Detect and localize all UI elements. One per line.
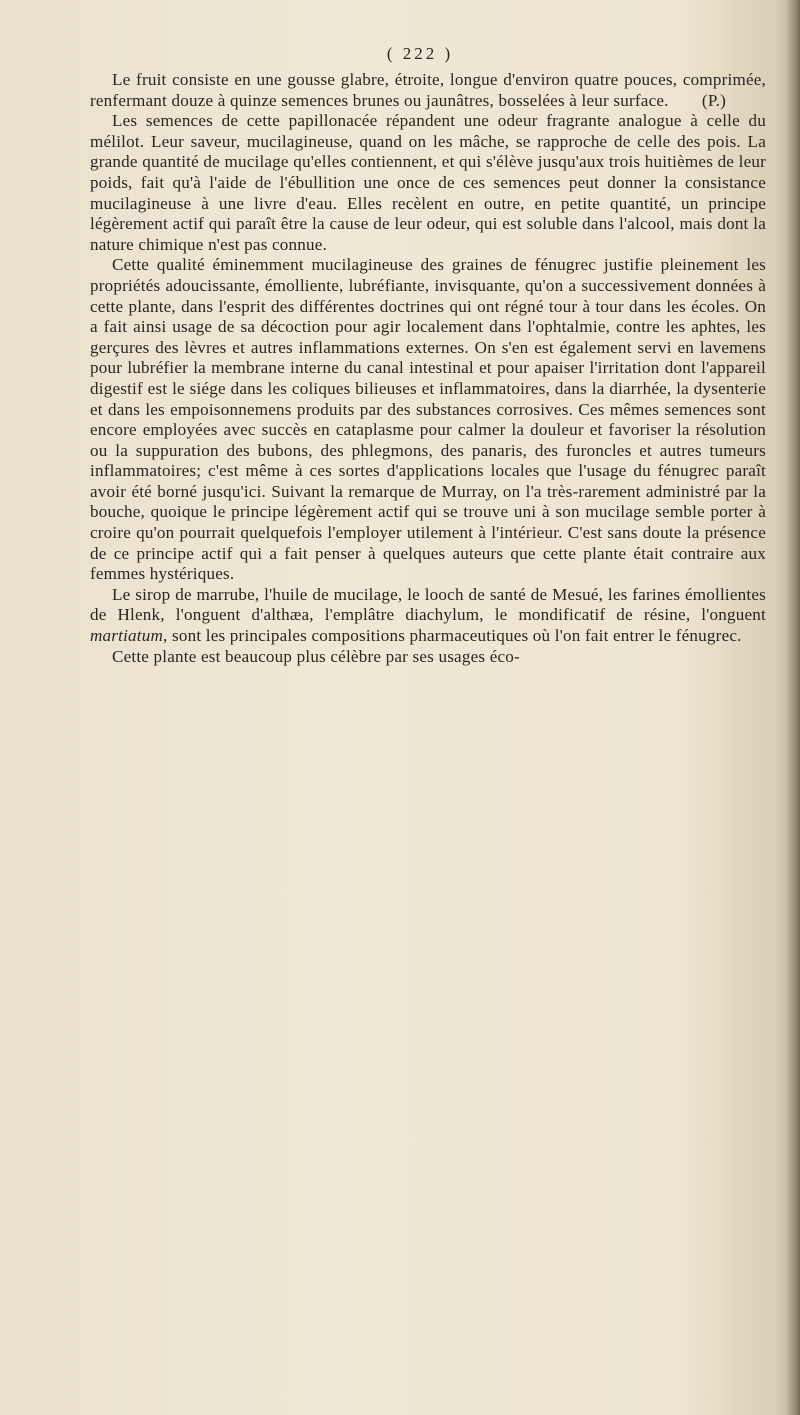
author-signature: (P.) [701,90,726,110]
paragraph-fruit-text: Le fruit consiste en une gousse glabre, étroite, longue d'environ quatre pouces, comprimée, renfermant douze à quinze semences brunes ou jaunâtres, bosselées à leur surface. [90,70,766,110]
paragraph-compositions [90,585,766,647]
paragraph-qualite: Cette qualité éminemment mucilagineuse des graines de fénugrec justifie pleinement les propriétés adoucissante, émolliente, lubréfiante, invisquante, qu'on a successivement données à cette plante, dans l'esprit des différentes doctrines qui ont régné tour à tour dans les écoles. On a fait ainsi usage de sa décoction pour agir localement dans l'ophtalmie, contre les aphtes, les gerçures des lèvres et autres inflammations externes. On s'en est également servi en lavemens pour lubréfier la membrane interne du canal intestinal et pour apaiser l'irritation dont l'appareil digestif est le siége dans les coliques bilieuses et inflammatoires, dans la diarrhée, la dysenterie et dans les empoisonnemens produits par des substances corrosives. Ces mêmes semences sont encore employées avec succès en cataplasme pour calmer la douleur et favoriser la résolution ou la suppuration des bubons, des phlegmons, des panaris, des furoncles et autres tumeurs inflammatoires; c'est même à ces sortes d'applications locales que l'usage du fénugrec paraît avoir été borné jusqu'ici. Suivant la remarque de Murray, on l'a très-rarement administré par la bouche, quoique le principe légèrement actif qui se trouve uni à son mucilage semble porter à croire qu'on pourrait quelquefois l'employer utilement à l'intérieur. C'est sans doute la présence de ce principe actif qui a fait penser à quelques auteurs que cette plante était contraire aux femmes hystériques. [90,255,766,584]
page-edge-shadow [786,0,800,1415]
italic-term: martiatum [90,626,164,646]
paragraph-usages: Cette plante est beaucoup plus célèbre par ses usages éco- [112,646,520,666]
paragraph-compositions-text-before: Le sirop de marrube, l'huile de mucilage, le looch de santé de Mesué, les farines émollientes de Hlenk, l'onguent d'althæa, l'emplâtre diachylum, le mondificatif de résine, l'onguent [90,584,766,625]
paragraph-semences: Les semences de cette papillonacée répandent une odeur fragrante analogue à celle du mélilot. Leur saveur, mucilagineuse, quand on les mâche, se rapproche de celle des pois. La grande quantité de mucilage qu'elles contiennent, et qui s'élève jusqu'aux trois huitièmes de leur poids, fait qu'à l'aide de l'ébullition une once de ces semences peut donner la consistance mucilagineuse à une livre d'eau. Elles recèlent en outre, en petite quantité, un principe légèrement actif qui paraît être la cause de leur odeur, qui est soluble dans l'alcool, mais dont la nature chimique n'est pas connue. [90,111,766,254]
page-number: ( 222 ) [386,44,454,63]
paragraph-compositions-text-after: , sont les principales compositions pharmaceutiques où l'on fait entrer le fénugrec. [163,626,742,646]
paragraph-fruit [90,70,766,111]
body-text [90,70,766,667]
